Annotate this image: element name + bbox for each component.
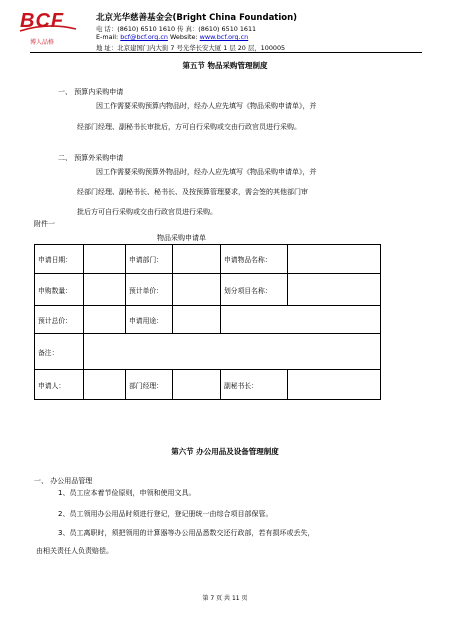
project-name-field[interactable] [288, 274, 381, 306]
logo-subtext: 博人品格 [30, 39, 55, 46]
section6-title: 第六节 办公用品及设备管理制度 [171, 447, 279, 456]
paragraph-line: 1、员工应本着节俭原则，申领和使用文具。 [58, 489, 196, 497]
remarks-field[interactable] [84, 334, 381, 370]
project-name-label: 划分项目名称： [221, 274, 288, 306]
paragraph-line: 批后方可自行采购或交由行政官员进行采购。 [77, 208, 217, 216]
section5-title: 第五节 物品采购管理制度 [182, 61, 268, 70]
purpose-label: 申请用途： [126, 306, 173, 334]
section5-item1-heading: 一、 预算内采购申请 [58, 88, 124, 96]
deputy-sg-label: 副秘书长： [221, 370, 288, 400]
website-link[interactable]: www.bcf.org.cn [199, 33, 249, 41]
paragraph-line: 3、员工离职时，须把领用的计算器等办公用品悉数交还行政部，若有损坏或丢失， [58, 529, 315, 537]
org-name: 北京光华慈善基金会(Bright China Foundation) [96, 13, 298, 23]
purpose-field-extended[interactable] [221, 306, 381, 334]
purchase-request-form [34, 244, 381, 400]
deputy-sg-field[interactable] [288, 370, 381, 400]
total-price-label: 预计总价： [35, 306, 84, 334]
unit-price-label: 预计单价： [126, 274, 173, 306]
paragraph-line: 经部门经理、副秘书长审批后，方可自行采购或交由行政官员进行采购。 [77, 123, 301, 131]
applicant-label: 申请人： [35, 370, 84, 400]
apply-dept-label: 申请部门： [126, 245, 173, 274]
apply-date-field[interactable] [84, 245, 126, 274]
dept-manager-label: 部门经理： [126, 370, 173, 400]
paragraph-line: 经部门经理、副秘书长、秘书长、及按预算管理要求，需会签的其他部门审 [77, 188, 308, 196]
page-number: 第 7 页 共 11 页 [202, 595, 248, 602]
paragraph-line: 由相关责任人负责赔偿。 [36, 547, 113, 555]
total-price-field[interactable] [84, 306, 126, 334]
quantity-field[interactable] [84, 274, 126, 306]
bcf-logo [18, 10, 82, 48]
paragraph-line: 2、员工领用办公用品时须进行登记，登记册统一由综合项目部保管。 [58, 510, 273, 518]
address-line: 地 址：北京建国门内大街 7 号光华长安大厦 1 层 20 层，100005 [96, 44, 286, 52]
phone-line: 电 话：(8610) 6510 1610 传 真：(8610) 6510 1611 [96, 25, 257, 33]
email-link[interactable]: bcf@bcf.org.cn [120, 33, 168, 41]
apply-dept-field[interactable] [173, 245, 221, 274]
item-name-field[interactable] [288, 245, 381, 274]
applicant-field[interactable] [84, 370, 126, 400]
appendix-label: 附件一 [34, 220, 55, 228]
dept-manager-field[interactable] [173, 370, 221, 400]
paragraph-line: 因工作需要采购预算外物品时，经办人应先填写《物品采购申请单》，并 [96, 168, 317, 176]
item-name-label: 申请物品名称： [221, 245, 288, 274]
remarks-label: 备注： [35, 334, 84, 370]
logo-text: BCF [20, 10, 65, 32]
section5-item2-heading: 二、 预算外采购申请 [58, 154, 124, 162]
unit-price-field[interactable] [173, 274, 221, 306]
quantity-label: 申购数量： [35, 274, 84, 306]
apply-date-label: 申请日期： [35, 245, 84, 274]
paragraph-line: 因工作需要采购预算内物品时，经办人应先填写《物品采购申请单》，并 [96, 102, 317, 110]
section6-item1-heading: 一、 办公用品管理 [34, 477, 93, 485]
email-website-line: E-mail: bcf@bcf.org.cn Website: www.bcf.org.cn [96, 33, 249, 41]
header-divider [30, 52, 422, 53]
form-title: 物品采购申请单 [157, 234, 206, 242]
logo-swoosh-icon [18, 20, 78, 34]
purpose-field[interactable] [173, 306, 221, 334]
